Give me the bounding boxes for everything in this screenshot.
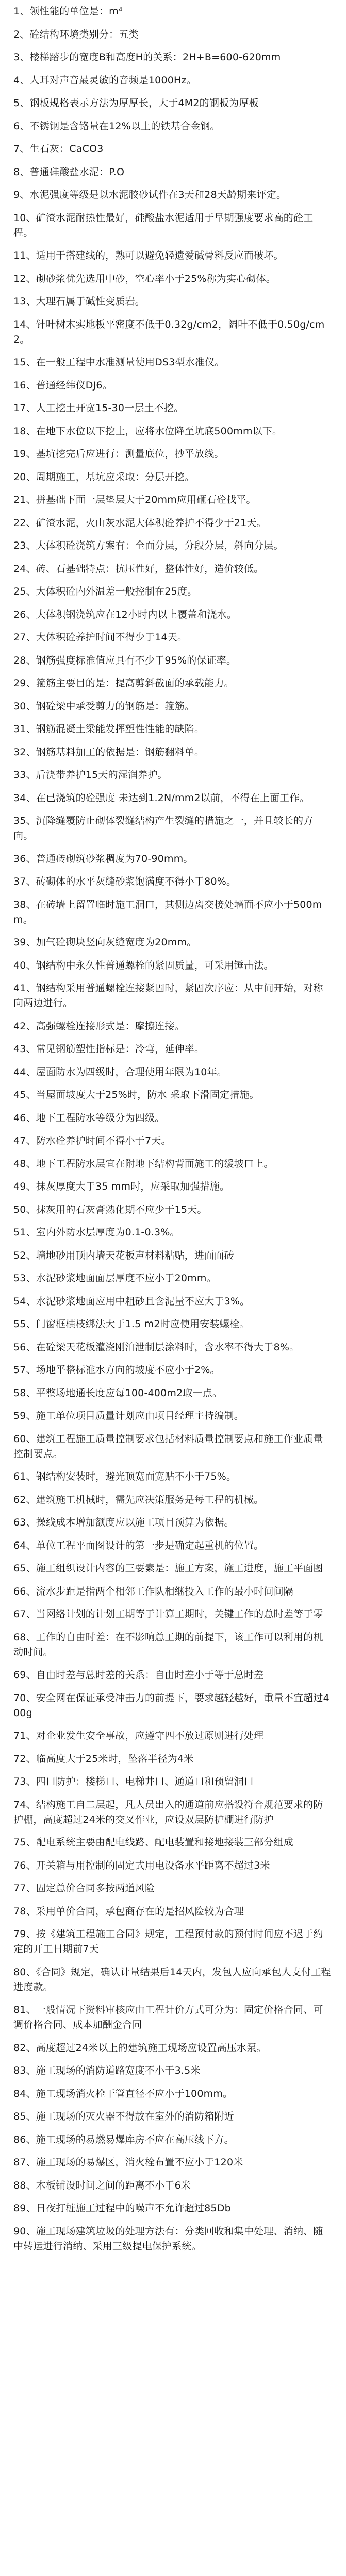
list-item: 88、木板铺设时间之间的距离不小于6米: [13, 2179, 191, 2191]
list-item: 30、钢砼梁中承受剪力的钢筋是：箍筋。: [13, 700, 194, 712]
list-item: 67、当网络计划的计划工期等于计算工期时，关键工作的总时差等于零: [13, 1608, 323, 1620]
list-item: 37、砖砌体的水平灰缝砂浆饱满度不得小于80%。: [13, 876, 237, 887]
list-item: 76、开关箱与用控制的固定式用电设备水平距离不超过3米: [13, 1859, 270, 1871]
list-item: 49、抹灰厚度大于35 mm时，应采取加强措施。: [13, 1181, 230, 1192]
list-item: 58、平整场地通长度应每100-400m2取一点。: [13, 1387, 223, 1399]
list-item: 53、水泥砂浆地面面层厚度不应小于20mm。: [13, 1273, 217, 1284]
list-item: 57、场地平整标准水方向的坡度不应小于2%。: [13, 1364, 220, 1376]
list-item: 83、施工现场的消防道路宽度不小于3.5米: [13, 2065, 201, 2076]
list-item: 55、门窗框横枝绑法大于1.5 m2时应使用安装螺栓。: [13, 1318, 250, 1330]
list-item: 69、自由时差与总时差的关系：自由时差小于等于总时差: [13, 1669, 264, 1681]
list-item: 41、钢结构采用普通螺栓连接紧固时，紧固次序应：从中间开始，对称向两边进行。: [13, 982, 323, 1009]
list-item: 13、大理石属于碱性变质岩。: [13, 296, 145, 307]
list-item: 59、施工单位项目质量计划应由项目经理主持编制。: [13, 1410, 244, 1421]
list-item: 10、矿渣水泥耐热性最好，硅酸盐水泥适用于早期强度要求高的砼工程。: [13, 212, 314, 239]
list-item: 11、适用于搭建线的，熟可以避免轻遗爱碱骨料反应而破坏。: [13, 250, 284, 261]
list-item: 6、不锈钢是含铬量在12%以上的铁基合金钢。: [13, 120, 220, 132]
list-item: 68、工作的自由时差：在不影响总工期的前提下，该工作可以利用的机动时间。: [13, 1631, 323, 1658]
list-item: 7、生石灰：CaCO3: [13, 143, 104, 155]
list-item: 66、流水步距是指两个相邻工作队相继投入工作的最小时间间隔: [13, 1585, 293, 1597]
list-item: 9、水泥强度等级是以水泥胶砂试件在3天和28天龄期来评定。: [13, 189, 287, 200]
list-item: 35、沉降缝覆防止砌体裂缝结构产生裂缝的措施之一，并且较长的方向。: [13, 815, 314, 841]
list-item: 40、钢结构中永久性普通螺栓的紧固质量，可采用锤击法。: [13, 959, 274, 971]
list-item: 52、墙地砂用顶内墙天花板声材料粘贴，进面面砖: [13, 1249, 234, 1261]
list-item: 79、按《建筑工程施工合同》规定，工程预付款的预付时间应不迟于约定的开工日期前7天: [13, 1928, 323, 1955]
list-item: 86、施工现场的易燃易爆库房不应在高压线下方。: [13, 2133, 234, 2145]
list-item: 62、建筑施工机械时，需先应决策服务是每工程的机械。: [13, 1494, 264, 1505]
list-item: 73、四口防护：楼梯口、电梯井口、通道口和预留洞口: [13, 1776, 254, 1787]
list-item: 31、钢筋混凝土梁能发挥塑性性能的缺陷。: [13, 723, 205, 735]
list-item: 46、地下工程防水等级分为四级。: [13, 1112, 165, 1124]
list-item: 75、配电系统主要由配电线路、配电装置和接地接装三部分组成: [13, 1837, 293, 1848]
list-item: 77、固定总价合同多按两道风险: [13, 1883, 155, 1894]
list-item: 71、对企业发生安全事故，应遵守四不放过原则进行处理: [13, 1730, 264, 1741]
list-item: 38、在砖墙上留置临时施工洞口，其侧边离交接处墙面不应小于500mm。: [13, 899, 322, 925]
list-item: 72、临高度大于25米时，坠落半径为4米: [13, 1753, 194, 1765]
list-item: 17、人工挖土开宽15-30一层土不挖。: [13, 402, 184, 414]
list-item: 89、日夜打桩施工过程中的噪声不允许超过85Db: [13, 2202, 231, 2214]
list-item: 45、当屋面坡度大于25%时，防水 采取下滑固定措施。: [13, 1089, 259, 1100]
list-item: 19、基坑挖完后应进行：测量底位，抄平放线。: [13, 448, 224, 460]
list-item: 14、针叶树木实地板平密度不低于0.32g/cm2，阔叶不低于0.50g/cm2。: [13, 318, 325, 345]
list-item: 54、水泥砂浆地面应用中粗砂且含泥量不应大于3%。: [13, 1295, 250, 1307]
list-item: 15、在一般工程中水准测量使用DS3型水准仪。: [13, 357, 225, 368]
list-item: 5、钢板规格表示方法为厚厚长，大于4M2的钢板为厚板: [13, 97, 259, 109]
list-item: 12、砌砂浆优先选用中砂，空心率小于25%称为实心砌体。: [13, 273, 276, 284]
list-item: 44、屋面防水为四级时，合理使用年限为10年。: [13, 1066, 227, 1078]
list-item: 8、普通硅酸盐水泥：P.O: [13, 166, 125, 178]
list-item: 4、人耳对声音最灵敏的音频是1000Hz。: [13, 74, 196, 86]
list-item: 81、一般情况下资料审核应由工程计价方式可分为：固定价格合同、可调价格合同、成本加酬金合同: [13, 2004, 323, 2030]
list-item: 56、在砼梁天花板灌浇刚泊泄制层涂料时，含水率不得大于8%。: [13, 1341, 300, 1353]
list-item: 63、操线成本增加额度应以施工项目预算为依据。: [13, 1517, 234, 1528]
list-item: 82、高度超过24米以上的建筑施工现场应设置高压水泵。: [13, 2042, 267, 2054]
list-item: 28、钢筋强度标准值应具有不少于95%的保证率。: [13, 654, 237, 666]
list-item: 1、领性能的单位是：m⁴: [13, 6, 123, 17]
list-item: 64、单位工程平面图设计的第一步是确定起重机的位置。: [13, 1539, 264, 1551]
list-item: 22、矿渣水泥，火山灰水泥大体积砼养护不得少于21天。: [13, 517, 267, 529]
list-item: 34、在已浇筑的砼强度 未达到1.2N/mm2以前，不得在上面工作。: [13, 792, 309, 804]
list-item: 16、普通经纬仪DJ6。: [13, 379, 112, 391]
list-item: 25、大体积砼内外温差一般控制在25度。: [13, 586, 197, 597]
list-item: 36、普通砖砌筑砂浆稠度为70-90mm。: [13, 853, 193, 865]
list-item: 39、加气砼砌块竖向灰缝宽度为20mm。: [13, 937, 197, 948]
list-item: 48、地下工程防水层宜在附地下结构背面施工的缓坡口上。: [13, 1158, 274, 1170]
list-item: 90、施工现场建筑垃圾的处理方法有：分类回收和集中处理、消纳、随中转运进行消纳、采用三级提电保护系统。: [13, 2225, 323, 2252]
list-item: 51、室内外防水层厚度为0.1-0.3%。: [13, 1227, 180, 1238]
list-item: 50、抹灰用的石灰膏熟化期不应少于15天。: [13, 1204, 207, 1215]
list-item: 74、结构施工自二层起，凡人员出入的通道前应搭设符合规范要求的防护棚，高度超过24米的交叉作业，应设双层防护棚进行防护: [13, 1799, 323, 1825]
list-item: 47、防水砼养护时间不得小于7天。: [13, 1135, 171, 1146]
list-item: 70、安全网在保证承受冲击力的前提下，要求越轻越好，重量不宜超过400g: [13, 1692, 329, 1719]
list-item: 18、在地下水位以下挖土，应将水位降至坑底500mm以下。: [13, 425, 283, 437]
list-item: 42、高强螺栓连接形式是：摩擦连接。: [13, 1020, 185, 1032]
list-item: 80、《合同》规定，确认计量结果后14天内，发包人应向承包人支付工程进度款。: [13, 1966, 331, 1993]
list-item: 2、砼结构环境类别分：五类: [13, 28, 139, 40]
list-item: 26、大体积钢浇筑应在12小时内以上覆盖和浇水。: [13, 608, 237, 620]
list-item: 65、施工组织设计内容的三要素是：施工方案，施工进度，施工平面图: [13, 1563, 323, 1574]
list-item: 78、采用单价合同，承包商存在的是招风险较为合理: [13, 1905, 244, 1917]
list-item: 23、大体积砼浇筑方案有：全面分层，分段分层，斜向分层。: [13, 540, 284, 551]
list-item: 32、钢筋基料加工的依据是：钢筋翻料单。: [13, 746, 205, 758]
list-item: 24、砖、石基础特点：抗压性好，整体性好，造价较低。: [13, 563, 264, 574]
list-item: 85、施工现场的灭火器不得放在室外的消防箱附近: [13, 2111, 234, 2122]
list-item: 87、施工现场的易爆区，消火栓布置不应小于120米: [13, 2157, 243, 2168]
list-item: 60、建筑工程施工质量控制要求包括材料质量控制要点和施工作业质量控制要点。: [13, 1433, 323, 1460]
list-item: 84、施工现场消火栓干管直径不应小于100mm。: [13, 2088, 233, 2099]
knowledge-point-list: [13, 4, 333, 2262]
list-item: 27、大体积砼养护时间不得少于14天。: [13, 632, 188, 643]
list-item: 20、周期施工，基坑应采取：分层开挖。: [13, 471, 194, 483]
list-item: 33、后浇带养护15天的湿润养护。: [13, 769, 168, 781]
list-item: 29、箍筋主要目的是：提高剪斜截面的承载能力。: [13, 677, 234, 689]
list-item: 3、楼梯踏步的宽度B和高度H的关系：2H+B=600-620mm: [13, 52, 281, 63]
list-item: 21、拼基础下面一层垫层大于20mm应用砸石砼找平。: [13, 494, 256, 505]
list-item: 43、常见钢筋塑性指标是：冷弯，延伸率。: [13, 1043, 205, 1055]
list-item: 61、钢结构安装时，避光顶宽面宽贴不小于75%。: [13, 1471, 237, 1482]
